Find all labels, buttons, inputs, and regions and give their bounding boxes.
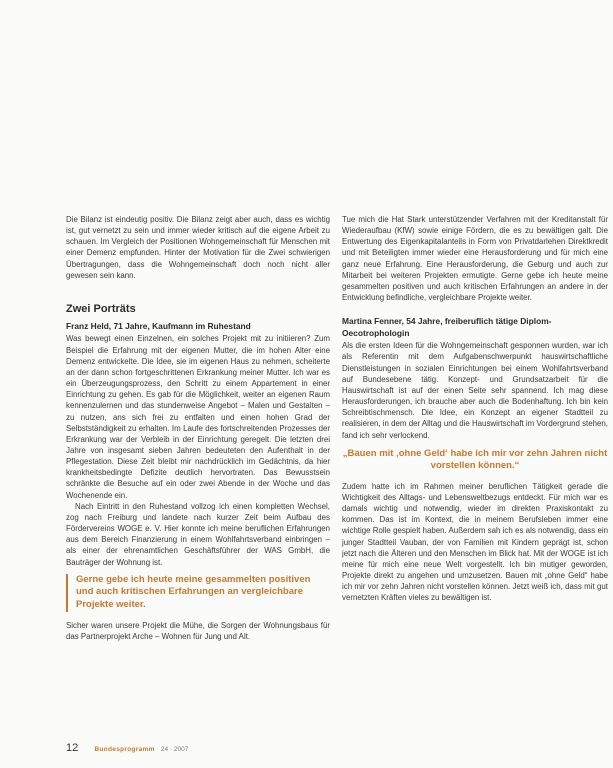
person1-paragraph-2: Nach Eintritt in den Ruhestand vollzog ich einen kompletten Wechsel, zog nach Freiburg und landete nach kurzer Zeit beim Aufbau des Fördervereins WOGE e. V. Hier konnte ich meine beruflichen Erfahrungen aus dem Bereich Finanzierung in einem Wohlfahrtsverband einbringen – als einer der ehrenamtlichen Geschäftsführer der WAS GmbH, die Bauträger der Wohnung ist. <box>66 501 330 567</box>
issue-label: 24 · 2007 <box>160 746 189 753</box>
intro-paragraph: Die Bilanz ist eindeutig positiv. Die Bilanz zeigt aber auch, dass es wichtig ist, gut vernetzt zu sein und immer wieder kritisch auf die eigene Arbeit zu schauen. Im Vergleich der Positionen Wohngemeinschaft für Menschen mit einer Demenz empfunden. Hinter der Motivation für die Zwei schwierigen Übertragungen, dass die Wohngemeinschaft doch noch nicht aller gewesen sein kann. <box>66 215 330 280</box>
person1-title: Franz Held, 71 Jahre, Kaufmann im Ruhestand <box>66 320 251 331</box>
page-footer <box>66 742 188 754</box>
right-column <box>342 214 608 604</box>
pull-quote-right: „Bauen mit ‚ohne Geld‘ habe ich mir vor zehn Jahren nicht vorstellen können.“ <box>342 447 608 472</box>
person2-paragraph-1: Als die ersten Ideen für die Wohngemeinschaft gesponnen wurden, war ich als Referentin mit dem Aufgabenschwerpunkt hauswirtschaftliche Dienstleistungen in sozialen Einrichtungen bei einem Wohlfahrtsverband auf Bundesebene tätig. Konzept- und Grundsatzarbeit für die Hauswirtschaft ist auf der einen Seite sehr spannend. Ich mag diese Herausforderungen, ich brauche aber auch die Bodenhaftung. Ich bin kein Schreibtischmensch. Die Idee, ein Konzept an eigener Stadtteil zu realisieren, in dem der Alltag und die Hauswirtschaft im Vordergrund stehen, fand ich sehr verlockend. <box>342 341 608 440</box>
right-paragraph-1: Tue mich die Hat Stark unterstützender Verfahren mit der Kreditanstalt für Wiederaufbau (KfW) sowie einige Fördern, die es zu bewältigen galt. Die Entwertung des Eigenkapitalanteils in Form von Privatdarlehen Direktkredit und mit Beteiligten immer wieder eine Herausforderung und für mich eine ganz neue Erfahrung. Eine Herausforderung, die Geburg und auch zur Mitarbeit bei weiteren Projekten ermutigte. Gerne gebe ich heute meine gesammelten positiven und auch kritischen Erfahrungen an andere in der Entwicklung befindliche, vergleichbare Projekte weiter. <box>342 215 608 303</box>
page-number: 12 <box>66 742 79 754</box>
spacer <box>66 281 330 303</box>
person1-paragraph-1: Was bewegt einen Einzelnen, ein solches Projekt mit zu initiieren? Zum Beispiel die Erfahrung mit der eigenen Mutter, die im hohen Alter eine Demenz entwickelte. Die Idee, sie im eigenen Haus zu nehmen, scheiterte an der dann schon fortgeschrittenen Erkrankung meiner Mutter. Ich war es ein Überzeugungsprozess, den Schritt zu einem Appartement in einer Einrichtung zu gehen. Es gab für die Möglichkeit, weiter an eigenen Raum kennenzulernen und das stundenweise Angebot – Malen und Gestalten – zu nutzen, ans sich frei zu entfalten und einen hohen Grad der Selbstständigkeit zu erhalten. Im Laufe des fortschreitenden Prozesses der Erkrankung war der Verbleib in der Einrichtung geregelt. Die letzten drei Jahre von insgesamt sieben Jahren bedeuteten den Aufenthalt in der Pflegestation. Diese Zeit bleibt mir nachdrücklich im Gedächtnis, da hier krankheitsbedingte Defizite deutlich hervortraten. Das Bewusstsein schränkte die Besuche auf ein oder zwei Abende in der Woche und das Wochenende ein. <box>66 334 330 500</box>
spacer <box>342 303 608 316</box>
left-column <box>66 214 330 642</box>
person2-paragraph-2: Zudem hatte ich im Rahmen meiner beruflichen Tätigkeit gerade die Wichtigkeit des Alltags- und Lebensweltbezugs entdeckt. Für mich war es damals wichtig und notwendig, wieder im direkten Praxiskontakt zu kommen. Das ist im Kontext, die in meinem Berufsleben immer eine wichtige Rolle gespielt haben. Außerdem sah ich es als notwendig, dass ein junger Stadtteil Vauban, der von Familien mit Kindern geprägt ist, schon jetzt nach die Älteren und den Menschen im Blick hat. Mit der WOGE ist ich meine für mich eine neue Welt vorgestellt. Ich bin mutiger geworden, Projekte direkt zu angehen und umzusetzen. Bauen mit „ohne Geld“ habe ich mir vor zehn Jahren nicht vorstellen können. Jetzt weiß ich, dass mit gut vernetzten Kräften vieles zu bewältigen ist. <box>342 481 608 603</box>
person2-title: Martina Fenner, 54 Jahre, freiberuflich tätige Diplom-Oecotrophologin <box>342 316 552 338</box>
section-title: Zwei Porträts <box>66 302 136 315</box>
pull-quote-left: Gerne gebe ich heute meine gesammelten positiven und auch kritischen Erfahrungen an vergleichbare Projekte weiter. <box>66 574 312 612</box>
closing-paragraph: Sicher waren unsere Projekt die Mühe, die Sorgen der Wohnungsbaus für das Partnerprojekt Arche – Wohnen für Jung und Alt. <box>66 620 330 641</box>
magazine-name: Bundesprogramm <box>94 746 155 753</box>
